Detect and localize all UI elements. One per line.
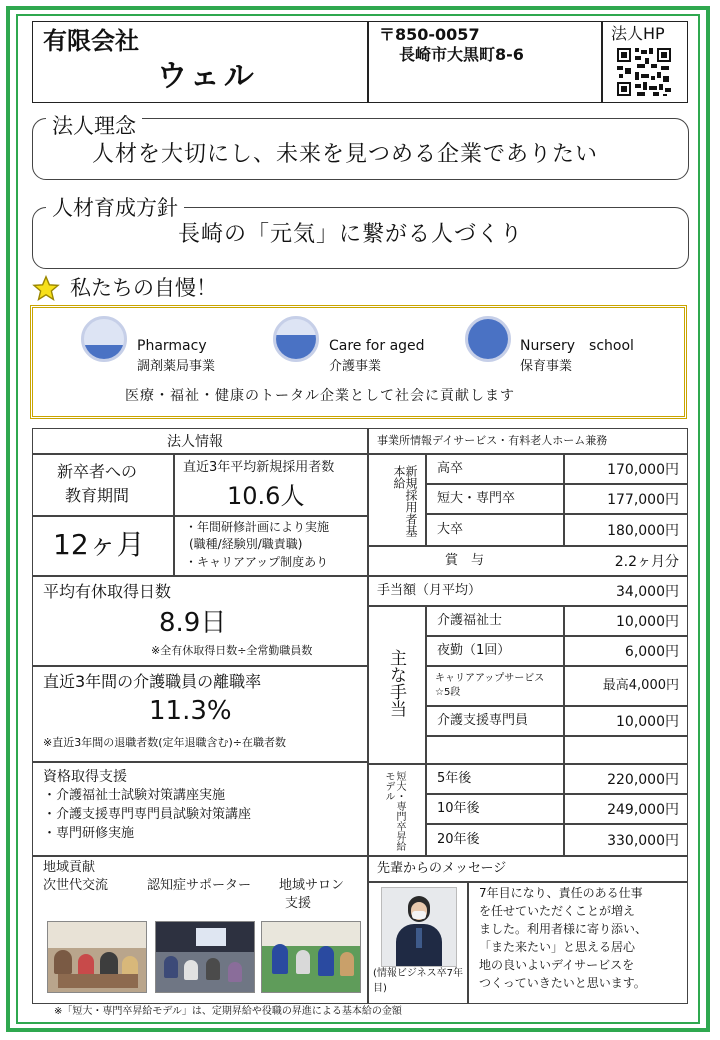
- senior-photo: [381, 887, 457, 967]
- message-body-cell: [468, 882, 688, 1004]
- allowance-value-1: [564, 636, 688, 666]
- corp-info-label: 法人情報: [167, 434, 223, 450]
- model-value-2: [564, 824, 688, 856]
- message-line-2: ました。利用者様に寄り添い、: [479, 922, 648, 936]
- salary-label-1: [426, 484, 564, 514]
- allowance-label-3: [426, 706, 564, 736]
- allowance-row-value-0: 10,000円: [616, 614, 679, 630]
- qual-item-1: ・介護支援専門専門員試験対策講座: [43, 807, 252, 822]
- salary-value-2: [564, 514, 688, 546]
- hire-label: 直近3年平均新規採用者数: [183, 460, 335, 475]
- community-label: 地域貢献: [43, 860, 96, 875]
- edu-label-1: 新卒者への: [57, 462, 138, 481]
- salary-side-cell: [368, 454, 426, 546]
- community-cell: [32, 856, 368, 1004]
- message-line-4: 地の良いよいデイサービスを: [479, 958, 635, 972]
- allowance-row-value-1: 6,000円: [624, 644, 679, 660]
- corp-info-header: [32, 428, 368, 454]
- salary-row-value-1: 177,000円: [607, 492, 679, 508]
- turnover-label: 直近3年間の介護職員の離職率: [43, 672, 262, 691]
- qual-cell: [32, 762, 368, 856]
- allowance-side-cell: [368, 606, 426, 764]
- community-photo-2: [155, 921, 255, 993]
- hire-cell: [174, 454, 368, 516]
- model-row-value-1: 249,000円: [607, 802, 679, 818]
- allowance-row-value-3: 10,000円: [616, 714, 679, 730]
- office-info-label: 事業所情報デイサービス・有料老人ホーム兼務: [377, 434, 608, 447]
- hp-label: 法人HP: [611, 24, 665, 43]
- address: 長崎市大黒町8-6: [399, 45, 524, 64]
- care-circle-icon: [273, 316, 319, 362]
- leave-cell: [32, 576, 368, 666]
- turnover-note: ※直近3年間の退職者数(定年退職含む)÷在職者数: [43, 736, 287, 749]
- model-row-label-2: 20年後: [437, 832, 480, 847]
- model-side-cell: [368, 764, 426, 856]
- model-side-label: 短大・専門卒昇給モデル: [383, 771, 405, 851]
- salary-side-label: 新規採用者基本給: [392, 465, 418, 537]
- model-row-label-1: 10年後: [437, 801, 480, 816]
- message-line-3: 「また来たい」と思える居心: [479, 940, 636, 954]
- allowance-label-2: [426, 666, 564, 706]
- model-value-1: [564, 794, 688, 824]
- postal-code: 〒850-0057: [379, 25, 480, 44]
- senior-photo-cell: [368, 882, 468, 1004]
- salary-label-2: [426, 514, 564, 546]
- bonus-cell: [368, 546, 688, 576]
- allowance-value-3: [564, 706, 688, 736]
- message-line-0: 7年目になり、責任のある仕事: [479, 886, 643, 900]
- edu-note-1: (職種/経験別/職責職): [189, 537, 303, 551]
- leave-note: ※全有休取得日数÷全常勤職員数: [151, 644, 313, 657]
- community-photo-1: [47, 921, 147, 993]
- pride-box: [30, 305, 687, 419]
- allowance-label-0: [426, 606, 564, 636]
- salary-value-0: [564, 454, 688, 484]
- pharmacy-fill: [84, 345, 124, 359]
- nursery-circle-icon: [465, 316, 511, 362]
- turnover-cell: [32, 666, 368, 762]
- pride-title: 私たちの自慢！: [70, 276, 217, 300]
- bonus-label: 賞 与: [445, 553, 485, 568]
- edu-note-2: ・キャリアアップ制度あり: [185, 555, 329, 569]
- model-row-value-2: 330,000円: [607, 833, 679, 849]
- leave-value: 8.9日: [159, 608, 227, 638]
- allowance-header-cell: [368, 576, 688, 606]
- message-header-cell: [368, 856, 688, 882]
- pride-summary: 医療・福祉・健康のトータル企業として社会に貢献します: [125, 388, 515, 404]
- header-address-box: [368, 21, 602, 103]
- salary-row-label-2: 大卒: [437, 522, 464, 537]
- edu-label-cell: [32, 454, 174, 516]
- business-ja-2: 保育事業: [520, 359, 573, 374]
- message-line-5: つくっていきたいと思います。: [479, 976, 646, 990]
- policy-title: 人材育成方針: [46, 192, 184, 222]
- philosophy-title: 法人理念: [46, 110, 142, 140]
- header-company-box: [32, 21, 368, 103]
- business-en-0: Pharmacy: [137, 338, 207, 354]
- turnover-value: 11.3%: [149, 696, 232, 726]
- salary-row-label-1: 短大・専門卒: [437, 491, 516, 506]
- qr-code-icon[interactable]: [615, 46, 673, 98]
- salary-row-value-0: 170,000円: [607, 462, 679, 478]
- salary-label-0: [426, 454, 564, 484]
- senior-caption: (情報ビジネス卒7年目): [373, 968, 463, 994]
- allowance-blank-label: [426, 736, 564, 764]
- allowance-label-1: [426, 636, 564, 666]
- model-label-0: [426, 764, 564, 794]
- leave-label: 平均有休取得日数: [43, 582, 172, 601]
- allowance-row-label-0: 介護福祉士: [437, 613, 503, 628]
- allowance-label: 手当額（月平均）: [377, 583, 482, 598]
- community-item-0: 次世代交流: [43, 878, 109, 893]
- business-ja-0: 調剤薬局事業: [137, 359, 216, 374]
- business-en-2: Nursery school: [520, 338, 634, 354]
- model-row-label-0: 5年後: [437, 771, 472, 786]
- hire-value: 10.6人: [227, 482, 305, 510]
- community-photo-3: [261, 921, 361, 993]
- model-value-0: [564, 764, 688, 794]
- philosophy-text: 人材を大切にし、未来を見つめる企業でありたい: [92, 142, 599, 167]
- policy-text: 長崎の「元気」に繋がる人づくり: [178, 222, 524, 247]
- edu-note-0: ・年間研修計画により実施: [185, 520, 330, 534]
- care-fill: [276, 335, 316, 359]
- edu-value: 12ヶ月: [53, 528, 145, 561]
- model-label-2: [426, 824, 564, 856]
- pharmacy-circle-icon: [81, 316, 127, 362]
- message-label: 先輩からのメッセージ: [377, 861, 507, 876]
- community-item-3: 支援: [285, 896, 312, 911]
- star-icon: [32, 275, 60, 303]
- footnote: ※「短大・専門卒昇給モデル」は、定期昇給や役職の昇進による基本給の金額: [54, 1006, 402, 1017]
- allowance-value-0: [564, 606, 688, 636]
- allowance-value-2: [564, 666, 688, 706]
- business-en-1: Care for aged: [329, 338, 425, 354]
- header-hp-box: [602, 21, 688, 103]
- allowance-side-label: 主な手当: [386, 649, 406, 717]
- model-label-1: [426, 794, 564, 824]
- company-prefix: 有限会社: [43, 27, 139, 55]
- salary-row-value-2: 180,000円: [607, 523, 679, 539]
- allowance-row-label-3: 介護支援専門員: [437, 713, 529, 728]
- allowance-row-value-2: 最高4,000円: [602, 678, 679, 693]
- allowance-blank-value: [564, 736, 688, 764]
- bonus-value: 2.2ヶ月分: [614, 554, 679, 570]
- company-name: ウェル: [157, 59, 258, 94]
- community-item-1: 認知症サポーター: [147, 878, 252, 893]
- allowance-row-label-1: 夜勤（1回）: [437, 643, 511, 658]
- qual-item-2: ・専門研修実施: [43, 826, 135, 841]
- salary-value-1: [564, 484, 688, 514]
- allowance-row-label-2: キャリアアップサービス ☆5段: [435, 673, 555, 698]
- qual-label: 資格取得支援: [43, 769, 127, 785]
- model-row-value-0: 220,000円: [607, 772, 679, 788]
- message-line-1: を任せていただくことが増え: [479, 904, 636, 918]
- edu-label-2: 教育期間: [65, 486, 130, 505]
- edu-notes-cell: [174, 516, 368, 576]
- edu-value-cell: [32, 516, 174, 576]
- community-item-2: 地域サロン: [279, 878, 345, 893]
- qual-item-0: ・介護福祉士試験対策講座実施: [43, 788, 226, 803]
- business-ja-1: 介護事業: [329, 359, 382, 374]
- nursery-fill: [468, 319, 508, 359]
- office-info-header: [368, 428, 688, 454]
- allowance-value: 34,000円: [616, 584, 679, 600]
- salary-row-label-0: 高卒: [437, 461, 464, 476]
